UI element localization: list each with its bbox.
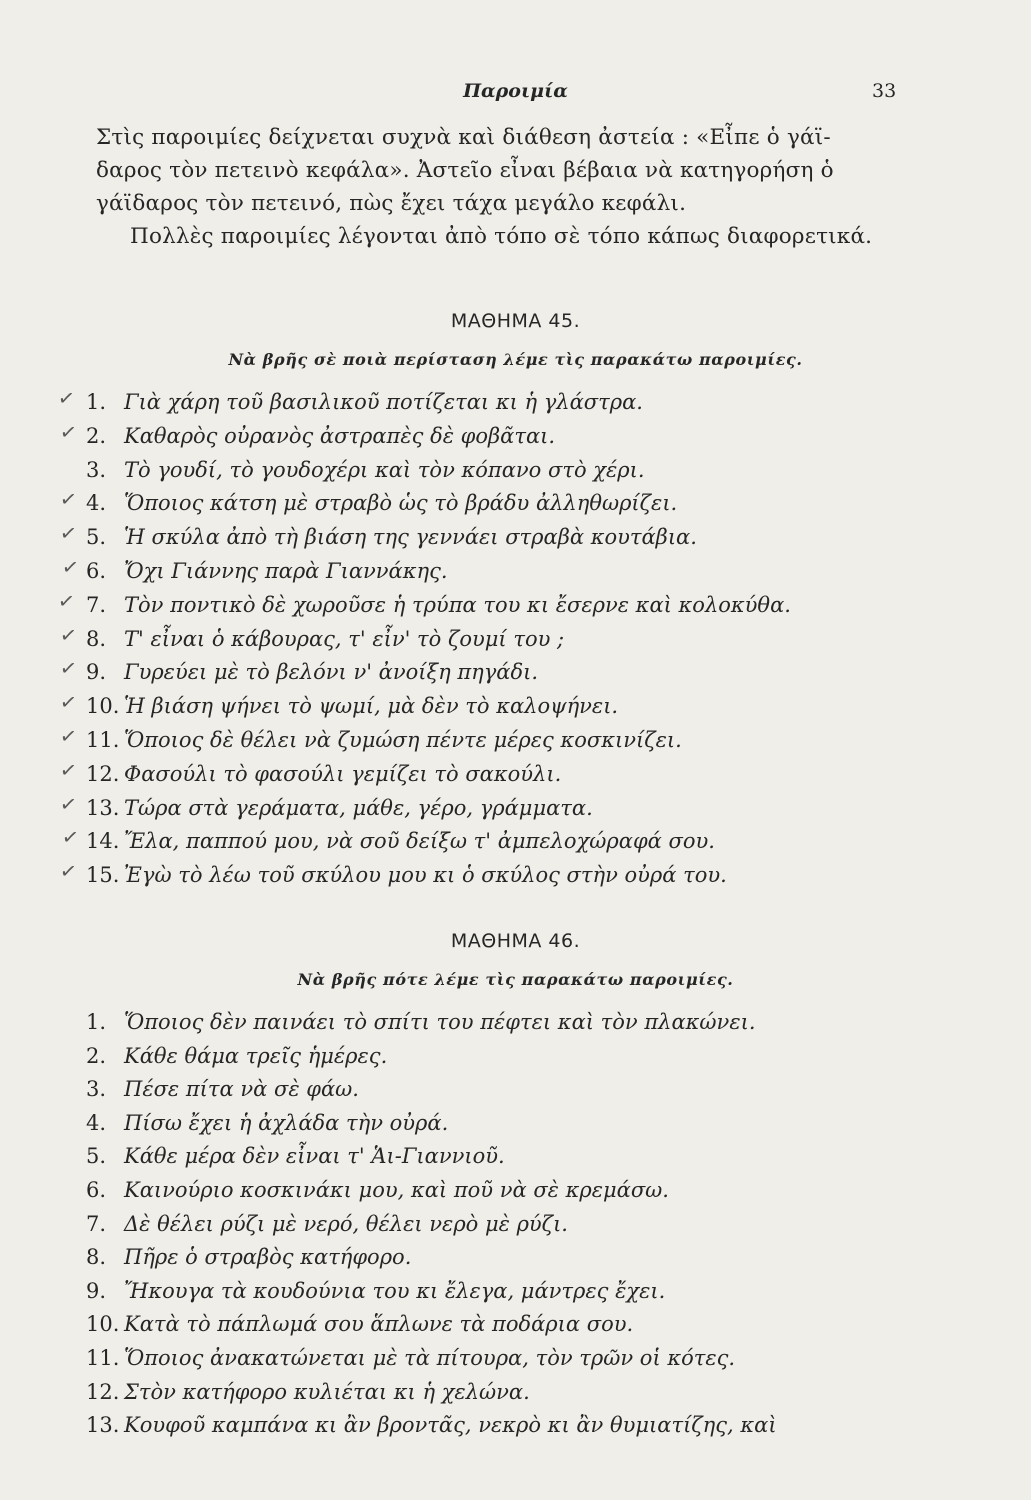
proverb-number: 8. [86,626,107,651]
proverb-text: Δὲ θέλει ρύζι μὲ νερό, θέλει νερὸ μὲ ρύζι. [124,1211,568,1236]
proverb-number: 8. [86,1245,107,1270]
proverb-text: Καθαρὸς οὐρανὸς ἀστραπὲς δὲ φοβᾶται. [124,423,556,448]
check-mark-icon: ✓ [56,384,77,412]
check-mark-icon: ✓ [58,486,79,513]
proverb-number: 1. [86,390,107,414]
check-mark-icon: ✓ [58,756,79,783]
proverb-text: Ἐγὼ τὸ λέω τοῦ σκύλου μου κι ὁ σκύλος στὴν οὐρά του. [124,863,727,888]
proverb-item [86,525,697,549]
page-number: 33 [872,80,897,102]
proverb-item [86,796,593,820]
proverb-item [86,694,618,718]
proverb-number: 4. [86,1110,107,1135]
proverb-number: 2. [86,1043,107,1068]
intro-line: Στὶς παροιμίες δείχνεται συχνὰ καὶ διάθεση ἀστεία : «Εἶπε ὁ γάϊ- [96,125,831,150]
proverb-number: 7. [86,1211,107,1236]
proverb-text: Πῆρε ὁ στραβὸς κατήφορο. [124,1245,412,1270]
proverb-number: 12. [86,1379,120,1404]
proverb-item [86,660,538,684]
proverb-item [86,1178,669,1202]
proverb-number: 14. [86,829,120,854]
proverb-number: 10. [86,1312,120,1337]
proverb-number: 13. [86,1413,120,1438]
lesson-46-title: ΜΑΘΗΜΑ 46. [450,930,581,952]
proverb-text: Ὅποιος κάτση μὲ στραβὸ ὡς τὸ βράδυ ἀλληθωρίζει. [124,491,678,516]
check-mark-icon: ✓ [58,520,79,547]
proverb-text: Τὸν ποντικὸ δὲ χωροῦσε ἡ τρύπα του κι ἔσερνε καὶ κολοκύθα. [124,592,791,617]
proverb-text: Ὅποιος ἀνακατώνεται μὲ τὰ πίτουρα, τὸν τρῶν οἱ κότες. [124,1346,736,1370]
proverb-item [86,458,645,482]
proverb-item [86,1380,530,1404]
proverb-number: 6. [86,559,107,583]
proverb-item [86,593,791,617]
proverb-item [86,1346,735,1370]
proverb-number: 1. [86,1010,107,1034]
proverb-item [86,390,643,414]
proverb-item [86,1312,633,1336]
proverb-number: 5. [86,1144,107,1169]
proverb-item [86,1144,505,1168]
proverb-text: Κάθε μέρα δὲν εἶναι τ' Ἁι-Γιαννιοῦ. [124,1144,505,1169]
proverb-item [86,1077,359,1101]
check-mark-icon: ✓ [58,418,79,445]
intro-line: Πολλὲς παροιμίες λέγονται ἀπὸ τόπο σὲ τόπο κάπως διαφορετικά. [130,224,873,249]
proverb-item [86,762,561,786]
check-mark-icon: ✓ [58,655,79,682]
proverb-number: 3. [86,1077,107,1102]
proverb-item [86,1245,411,1269]
proverb-number: 6. [86,1178,107,1202]
proverb-text: Καινούριο κοσκινάκι μου, καὶ ποῦ νὰ σὲ κρεμάσω. [124,1178,669,1202]
proverb-text: Πέσε πίτα νὰ σὲ φάω. [124,1077,359,1102]
proverb-text: Κατὰ τὸ πάπλωμά σου ἅπλωνε τὰ ποδάρια σου. [124,1312,634,1337]
proverb-number: 12. [86,761,120,786]
proverb-item [86,863,727,887]
proverb-number: 15. [86,863,120,888]
check-mark-icon: ✓ [58,689,79,716]
proverb-text: Τώρα στὰ γεράματα, μάθε, γέρο, γράμματα. [124,795,593,820]
proverb-item [86,728,682,752]
check-mark-icon: ✓ [60,824,81,851]
proverb-text: Κουφοῦ καμπάνα κι ἂν βροντᾶς, νεκρὸ κι ἂν θυμιατίζης, καὶ [124,1413,777,1438]
proverb-number: 9. [86,1278,107,1303]
proverb-text: Γιὰ χάρη τοῦ βασιλικοῦ ποτίζεται κι ἡ γλάστρα. [124,390,643,414]
intro-line: δαρος τὸν πετεινὸ κεφάλα». Ἀστεῖο εἶναι βέβαια νὰ κατηγορήση ὁ [96,158,834,183]
proverb-number: 13. [86,795,120,820]
proverb-number: 11. [86,1346,120,1370]
proverb-item [86,559,448,583]
proverb-number: 2. [86,423,107,448]
proverb-item [86,491,677,515]
proverb-item [86,1010,756,1034]
lesson-46-instruction: Νὰ βρῆς πότε λέμε τὶς παρακάτω παροιμίες. [297,970,734,989]
proverb-text: Ἤκουγα τὰ κουδούνια του κι ἔλεγα, μάντρες ἔχει. [124,1278,666,1303]
proverb-text: Ὅποιος δὲν παινάει τὸ σπίτι του πέφτει καὶ τὸν πλακώνει. [124,1010,756,1034]
proverb-number: 3. [86,457,107,482]
proverb-text: Ἔλα, παππού μου, νὰ σοῦ δείξω τ' ἀμπελοχώραφά σου. [124,829,715,854]
proverb-text: Τ' εἶναι ὁ κάβουρας, τ' εἶν' τὸ ζουμί του ; [124,626,565,651]
proverb-number: 9. [86,660,107,685]
check-mark-icon: ✓ [58,858,79,885]
proverb-item [86,1044,387,1068]
proverb-item [86,1279,665,1303]
proverb-text: Φασούλι τὸ φασούλι γεμίζει τὸ σακούλι. [124,761,562,786]
proverb-number: 10. [86,694,120,719]
lesson-45-title: ΜΑΘΗΜΑ 45. [450,310,581,332]
proverb-number: 11. [86,728,120,752]
running-header: Παροιμία [463,80,568,102]
proverb-number: 7. [86,592,107,617]
check-mark-icon: ✓ [56,587,77,614]
proverb-item [86,627,564,651]
proverb-text: Πίσω ἔχει ἡ ἀχλάδα τὴν οὐρά. [124,1110,449,1135]
proverb-text: Τὸ γουδί, τὸ γουδοχέρι καὶ τὸν κόπανο στὸ χέρι. [124,457,645,482]
check-mark-icon: ✓ [60,553,81,581]
proverb-item [86,1413,777,1437]
proverb-text: Ἡ βιάση ψήνει τὸ ψωμί, μὰ δὲν τὸ καλοψήνει. [124,694,619,719]
proverb-text: Ἡ σκύλα ἀπὸ τὴ βιάση της γεννάει στραβὰ κουτάβια. [124,525,697,550]
lesson-45-instruction: Νὰ βρῆς σὲ ποιὰ περίσταση λέμε τὶς παρακάτω παροιμίες. [228,350,803,369]
proverb-text: Κάθε θάμα τρεῖς ἡμέρες. [124,1043,388,1068]
proverb-text: Γυρεύει μὲ τὸ βελόνι ν' ἀνοίξη πηγάδι. [124,660,538,685]
proverb-text: Στὸν κατήφορο κυλιέται κι ἡ χελώνα. [124,1379,530,1404]
check-mark-icon: ✓ [58,621,79,648]
proverb-number: 5. [86,525,107,550]
check-mark-icon: ✓ [58,790,79,817]
proverb-item [86,1111,448,1135]
intro-line: γάϊδαρος τὸν πετεινό, πὼς ἔχει τάχα μεγάλο κεφάλι. [96,191,687,216]
proverb-number: 4. [86,491,107,516]
proverb-text: Ὄχι Γιάννης παρὰ Γιαννάκης. [124,559,448,583]
proverb-item [86,424,555,448]
proverb-text: Ὅποιος δὲ θέλει νὰ ζυμώση πέντε μέρες κοσκινίζει. [124,728,682,752]
proverb-item [86,1212,568,1236]
check-mark-icon: ✓ [58,722,79,750]
proverb-item [86,829,715,853]
